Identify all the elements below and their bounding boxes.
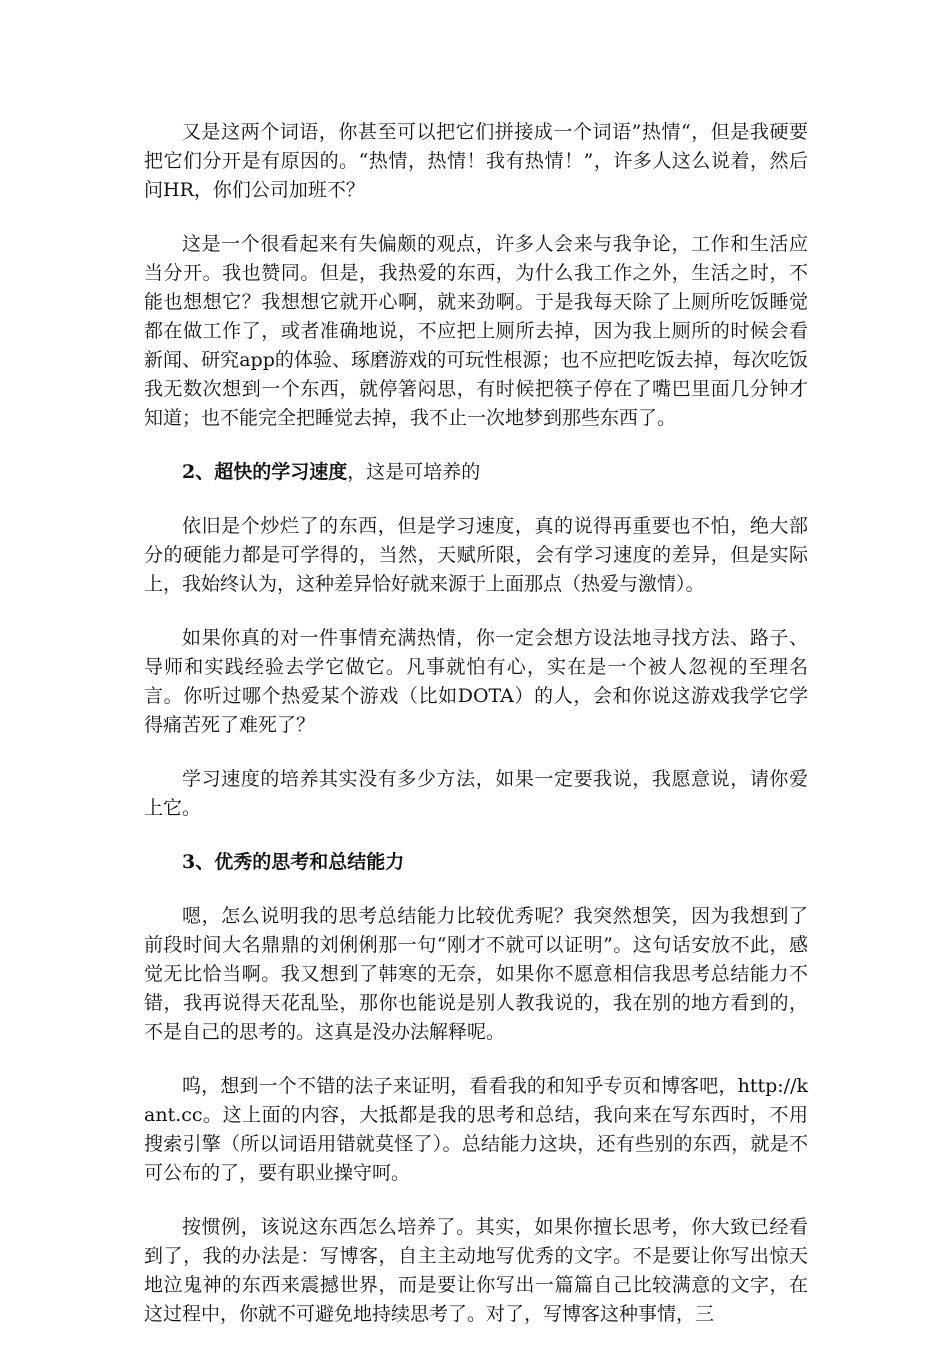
body-paragraph: 嗯，怎么说明我的思考总结能力比较优秀呢？我突然想笑，因为我想到了前段时间大名鼎鼎的刘俐俐那一句“刚才不就可以证明”。这句话安放不此，感觉无比恰当啊。我又想到了韩寒的无奈，如果你不愿意相信我思考总结能力不错，我再说得天花乱坠，那你也能说是别人教我说的，我在别的地方看到的，不是自己的思考的。这真是没办法解释呢。 <box>144 905 808 1043</box>
section-heading-3-title: 3、优秀的思考和总结能力 <box>182 851 405 873</box>
section-heading-2-title: 2、超快的学习速度 <box>182 461 348 483</box>
section-heading-3 <box>144 848 808 877</box>
body-paragraph: 学习速度的培养其实没有多少方法，如果一定要我说，我愿意说，请你爱上它。 <box>144 768 808 819</box>
body-paragraph: 依旧是个炒烂了的东西，但是学习速度，真的说得再重要也不怕，绝大部分的硬能力都是可学得的，当然，天赋所限，会有学习速度的差异，但是实际上，我始终认为，这种差异恰好就来源于上面那点（热爱与激情）。 <box>144 515 808 595</box>
body-paragraph: 如果你真的对一件事情充满热情，你一定会想方设法地寻找方法、路子、导师和实践经验去学它做它。凡事就怕有心，实在是一个被人忽视的至理名言。你听过哪个热爱某个游戏（比如DOTA）的人，会和你说这游戏我学它学得痛苦死了难死了？ <box>144 627 808 736</box>
body-paragraph: 又是这两个词语，你甚至可以把它们拼接成一个词语”热情“，但是我硬要把它们分开是有原因的。“热情，热情！我有热情！”，许多人这么说着，然后问HR，你们公司加班不？ <box>144 121 808 201</box>
document-body <box>144 118 808 1354</box>
section-heading-2-subtitle: ，这是可培养的 <box>347 461 481 483</box>
body-paragraph: 按惯例，该说这东西怎么培养了。其实，如果你擅长思考，你大致已经看到了，我的办法是：写博客，自主主动地写优秀的文字。不是要让你写出惊天地泣鬼神的东西来震撼世界，而是要让你写出一篇篇自己比较满意的文字，在这过程中，你就不可避免地持续思考了。对了，写博客这种事情，三 <box>144 1216 808 1325</box>
body-paragraph: 这是一个很看起来有失偏颇的观点，许多人会来与我争论，工作和生活应当分开。我也赞同。但是，我热爱的东西，为什么我工作之外，生活之时，不能也想想它？我想想它就开心啊，就来劲啊。于是我每天除了上厕所吃饭睡觉都在做工作了，或者准确地说，不应把上厕所去掉，因为我上厕所的时候会看新闻、研究app的体验、琢磨游戏的可玩性根源；也不应把吃饭去掉，每次吃饭我无数次想到一个东西，就停箸闷思，有时候把筷子停在了嘴巴里面几分钟才知道；也不能完全把睡觉去掉，我不止一次地梦到那些东西了。 <box>144 233 808 429</box>
body-paragraph: 呜，想到一个不错的法子来证明，看看我的和知乎专页和博客吧，http://kant.cc。这上面的内容，大抵都是我的思考和总结，我向来在写东西时，不用搜索引擎（所以词语用错就莫怪了）。总结能力这块，还有些别的东西，就是不可公布的了，要有职业操守呵。 <box>144 1075 808 1184</box>
section-heading-2 <box>144 458 808 487</box>
